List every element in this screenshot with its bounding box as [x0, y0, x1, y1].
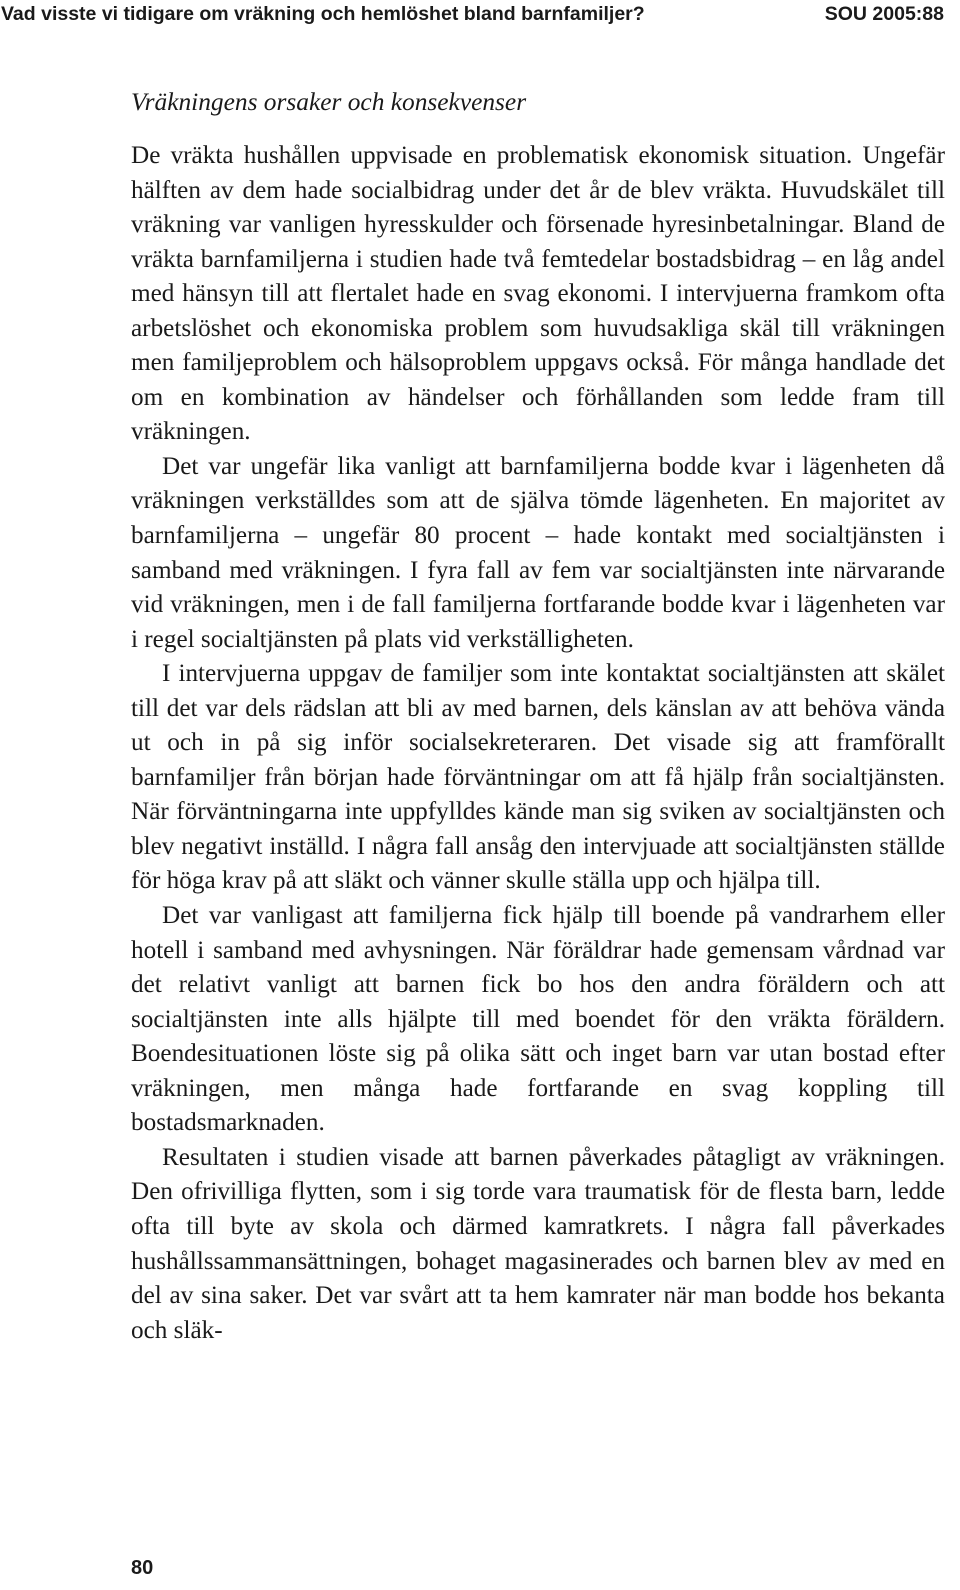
paragraph: I intervjuerna uppgav de familjer som inte kontaktat socialtjänsten att skälet till det var dels rädslan att bli av med barnen, dels känslan av att behöva vända ut och in på sig inför socialsekreteraren. Det visade sig att framförallt barnfamiljer från början hade förväntningar om att få hjälp från socialtjänsten. När förväntningarna inte uppfylldes kände man sig sviken av socialtjänsten och blev negativt inställd. I några fall ansåg den intervjuade att socialtjänsten ställde för höga krav på att släkt och vänner skulle ställa upp och hjälpa till. — [131, 660, 945, 895]
page-body — [131, 84, 945, 1348]
section-heading: Vräkningens orsaker och konsekvenser — [131, 88, 527, 116]
running-header — [0, 0, 960, 44]
chapter-title: Vad visste vi tidigare om vräkning och hemlöshet bland barnfamiljer? — [1, 3, 645, 25]
page-number: 80 — [131, 1557, 154, 1579]
report-id: SOU 2005:88 — [824, 3, 944, 25]
paragraph: De vräkta hushållen uppvisade en problematisk ekonomisk situation. Ungefär hälften av dem hade socialbidrag under det år de blev vräkta. Huvudskälet till vräkning var vanligen hyresskulder och försenade hyresinbetalningar. Bland de vräkta barnfamiljerna i studien hade två femtedelar bostadsbidrag – en låg andel med hänsyn till att flertalet hade en svag ekonomi. I intervjuerna framkom ofta arbetslöshet och ekonomiska problem som huvudsakliga skäl till vräkningen men familjeproblem och hälsoproblem uppgavs också. För många handlade det om en kombination av händelser och förhållanden som ledde fram till vräkningen. — [131, 142, 945, 446]
paragraph: Det var ungefär lika vanligt att barnfamiljerna bodde kvar i lägenheten då vräkningen verkställdes som att de själva tömde lägenheten. En majoritet av barnfamiljerna – ungefär 80 procent – hade kontakt med socialtjänsten i samband med vräkningen. I fyra fall av fem var socialtjänsten inte närvarande vid vräkningen, men i de fall familjerna fortfarande bodde kvar i lägenheten var i regel socialtjänsten på plats vid verkställigheten. — [131, 452, 945, 653]
paragraph: Resultaten i studien visade att barnen påverkades påtagligt av vräkningen. Den ofrivilliga flytten, som i sig torde vara traumatisk för de flesta barn, ledde ofta till byte av skola och därmed kamratkrets. I några fall påverkades hushållssammansättningen, bohaget magasinerades och barnen blev av med en del av sina saker. Det var svårt att ta hem kamrater när man bodde hos bekanta och släk- — [131, 1143, 945, 1344]
paragraph: Det var vanligast att familjerna fick hjälp till boende på vandrarhem eller hotell i samband med avhysningen. När föräldrar hade gemensam vårdnad var det relativt vanligt att barnen fick bo hos den andra föräldern och att socialtjänsten inte alls hjälpte till med boendet för den vräkta föräldern. Boendesituationen löste sig på olika sätt och inget barn var utan bostad efter vräkningen, men många hade fortfarande en svag koppling till bostadsmarknaden. — [131, 902, 945, 1137]
